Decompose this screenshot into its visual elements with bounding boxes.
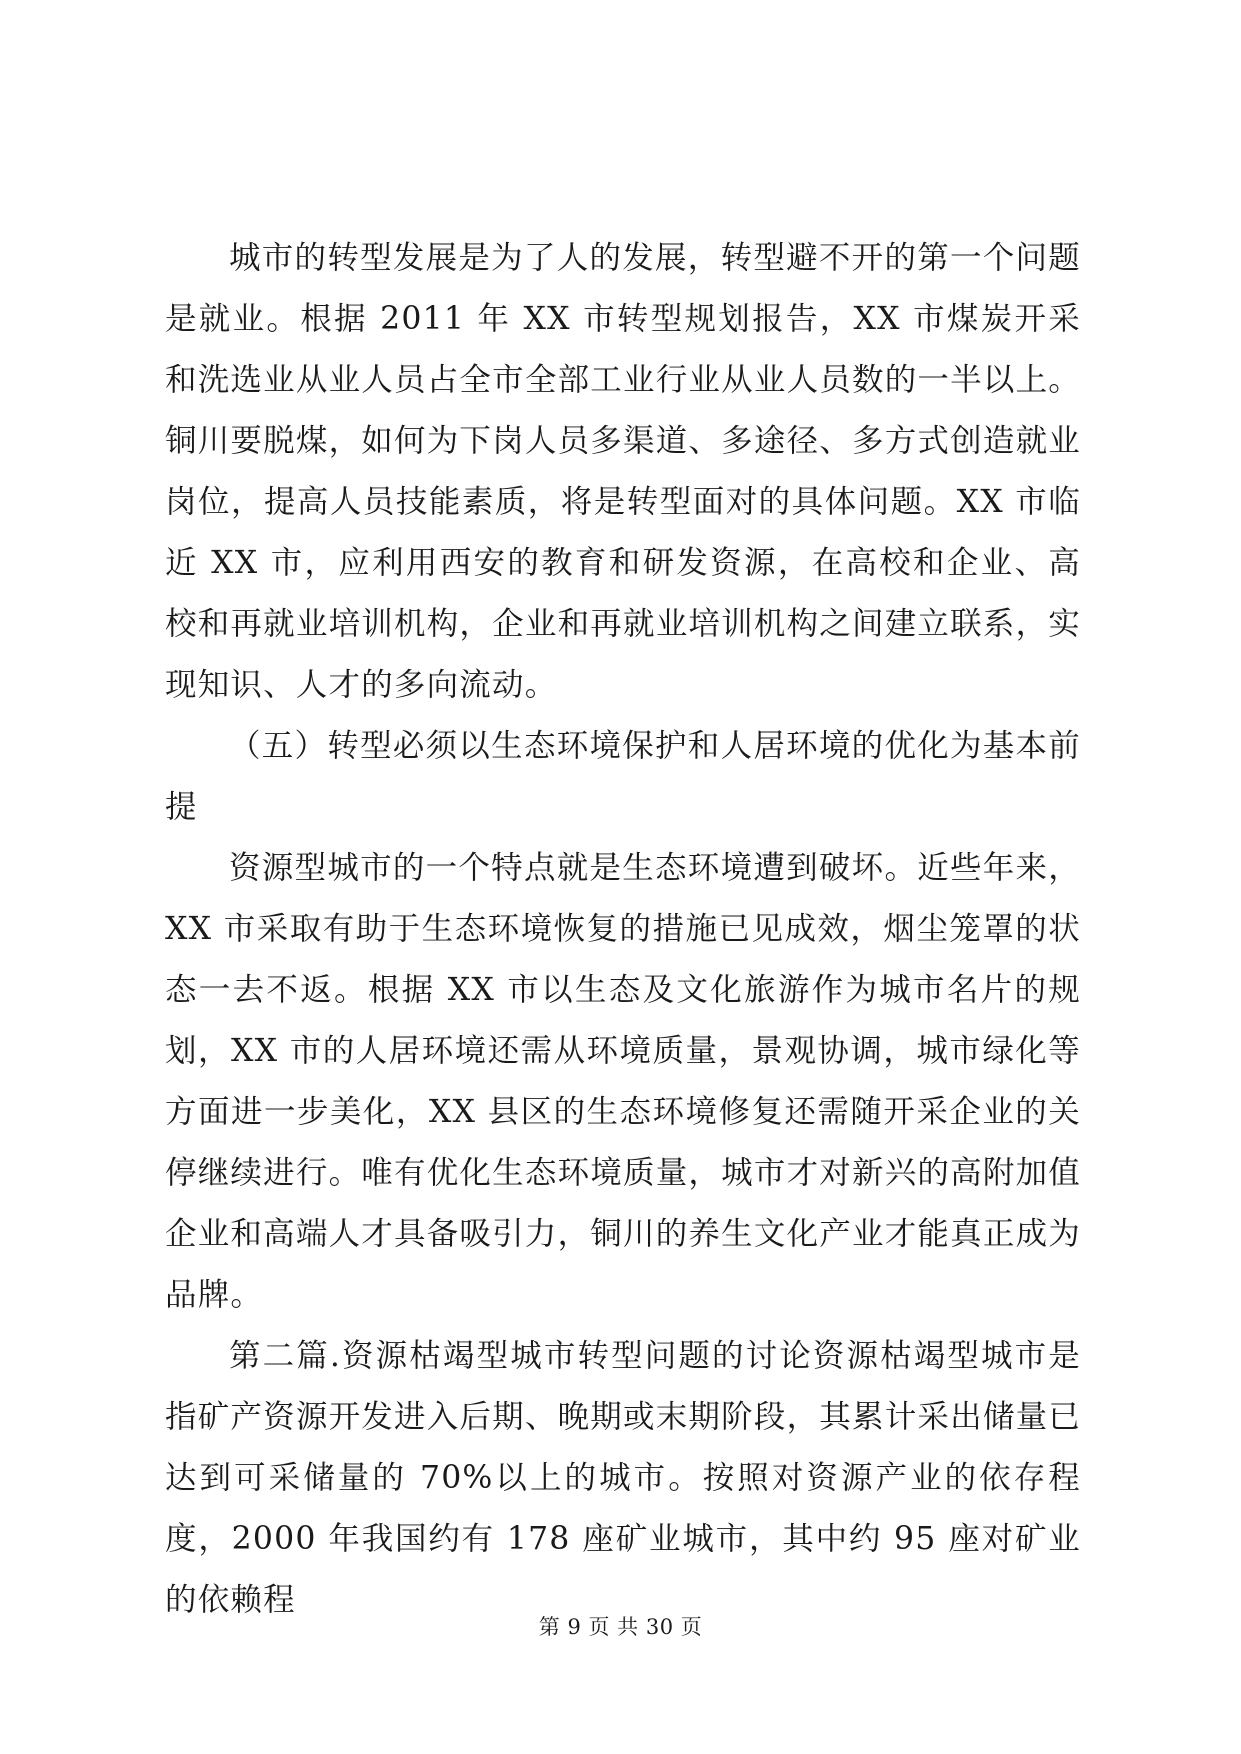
paragraph-chapter-two: 第二篇.资源枯竭型城市转型问题的讨论资源枯竭型城市是指矿产资源开发进入后期、晚期或末期阶段，其累计采出储量已达到可采储量的 70%以上的城市。按照对资源产业的依存程度，2000 年我国约有 178 座矿业城市，其中约 95 座对矿业的依赖程 bbox=[165, 1338, 1081, 1618]
paragraph-ecology: 资源型城市的一个特点就是生态环境遭到破坏。近些年来，XX 市采取有助于生态环境恢复的措施已见成效，烟尘笼罩的状态一去不返。根据 XX 市以生态及文化旅游作为城市名片的规划，XX 市的人居环境还需从环境质量，景观协调，城市绿化等方面进一步美化，XX 县区的生态环境修复还需随开采企业的关停继续进行。唯有优化生态环境质量，城市才对新兴的高附加值企业和高端人才具备吸引力，铜川的养生文化产业才能真正成为品牌。 bbox=[165, 850, 1081, 1313]
paragraph-employment: 城市的转型发展是为了人的发展，转型避不开的第一个问题是就业。根据 2011 年 XX 市转型规划报告，XX 市煤炭开采和洗选业从业人员占全市全部工业行业从业人员数的一半以上。铜川要脱煤，如何为下岗人员多渠道、多途径、多方式创造就业岗位，提高人员技能素质，将是转型面对的具体问题。XX 市临近 XX 市，应利用西安的教育和研发资源，在高校和企业、高校和再就业培训机构，企业和再就业培训机构之间建立联系，实现知识、人才的多向流动。 bbox=[165, 240, 1081, 703]
section-heading-five: （五）转型必须以生态环境保护和人居环境的优化为基本前提 bbox=[165, 728, 1081, 825]
document-body bbox=[165, 228, 1081, 1631]
page-number-footer: 第 9 页 共 30 页 bbox=[538, 1615, 703, 1639]
